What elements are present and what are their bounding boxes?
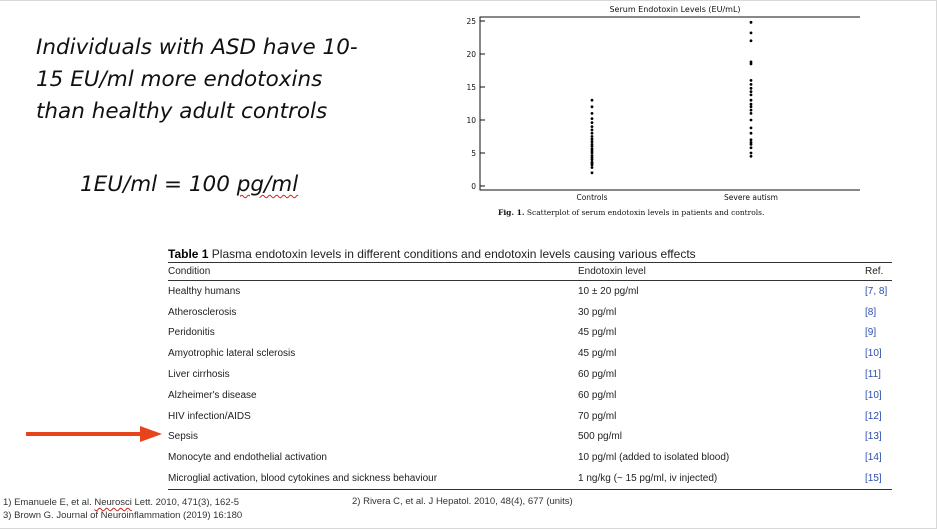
- cell-endotoxin-level: 10 ± 20 pg/ml: [578, 285, 639, 297]
- data-point: [750, 112, 753, 115]
- chart-title: Serum Endotoxin Levels (EU/mL): [609, 5, 741, 14]
- cell-condition: Microglial activation, blood cytokines and sickness behaviour: [168, 473, 438, 485]
- reference-3: 3) Brown G. Journal of Neuroinflammation (2019) 16:180: [3, 510, 243, 521]
- data-point: [750, 99, 753, 102]
- conversion-text: 1EU/ml = 100: [80, 172, 237, 197]
- table-body: [168, 281, 892, 490]
- data-point: [591, 166, 594, 169]
- cell-ref[interactable]: [8]: [865, 306, 877, 318]
- cell-condition: Sepsis: [168, 431, 199, 443]
- data-point: [591, 125, 594, 128]
- table-row: [168, 323, 892, 344]
- headline-line-1: Individuals with ASD have 10-: [36, 35, 358, 60]
- x-tick-label: Severe autism: [724, 193, 778, 202]
- data-point: [591, 140, 594, 143]
- figure-caption-text: Scatterplot of serum endotoxin levels in patients and controls.: [524, 208, 765, 217]
- cell-endotoxin-level: 60 pg/ml: [578, 369, 617, 381]
- cell-endotoxin-level: 30 pg/ml: [578, 306, 617, 318]
- headline-line-3: than healthy adult controls: [36, 99, 328, 124]
- table-label: Table 1: [168, 247, 209, 261]
- data-point: [750, 87, 753, 90]
- cell-condition: Atherosclerosis: [168, 306, 237, 318]
- cell-endotoxin-level: 1 ng/kg (~ 15 pg/ml, iv injected): [578, 473, 718, 485]
- table-row: [168, 427, 892, 448]
- scatter-chart-svg: [440, 0, 860, 222]
- data-point: [750, 39, 753, 42]
- y-tick-label: 10: [466, 116, 476, 125]
- data-point: [591, 105, 594, 108]
- scatter-chart: [440, 0, 860, 222]
- cell-ref[interactable]: [13]: [865, 431, 882, 443]
- data-point: [750, 83, 753, 86]
- y-tick-label: 15: [466, 83, 476, 92]
- figure-caption: [498, 208, 878, 217]
- y-tick-label: 5: [471, 149, 476, 158]
- data-point: [750, 127, 753, 130]
- data-point: [750, 119, 753, 122]
- data-point: [750, 105, 753, 108]
- data-point: [591, 138, 594, 141]
- reference-1-journal: Neurosci: [94, 497, 132, 508]
- endotoxin-table: [168, 246, 892, 490]
- cell-ref[interactable]: [10]: [865, 348, 882, 360]
- cell-ref[interactable]: [9]: [865, 327, 877, 339]
- reference-1: [3, 496, 242, 509]
- data-point: [750, 155, 753, 158]
- cell-endotoxin-level: 10 pg/ml (added to isolated blood): [578, 452, 730, 464]
- table-row: [168, 343, 892, 364]
- cell-condition: Alzheimer's disease: [168, 389, 257, 401]
- table-header-row: [168, 263, 892, 281]
- cell-ref[interactable]: [7, 8]: [865, 285, 888, 297]
- right-arrow-icon: [26, 426, 162, 442]
- data-point: [591, 161, 594, 164]
- header-endotoxin-level: Endotoxin level: [578, 266, 646, 277]
- data-point: [591, 121, 594, 124]
- cell-endotoxin-level: 45 pg/ml: [578, 348, 617, 360]
- cell-ref[interactable]: [12]: [865, 410, 882, 422]
- cell-condition: Peridonitis: [168, 327, 215, 339]
- data-table: [168, 262, 892, 490]
- headline: [36, 32, 396, 128]
- cell-condition: Amyotrophic lateral sclerosis: [168, 348, 296, 360]
- data-point: [750, 79, 753, 82]
- headline-line-2: 15 EU/ml more endotoxins: [36, 67, 323, 92]
- figure-label: Fig. 1.: [498, 208, 525, 217]
- data-point: [750, 61, 753, 64]
- conversion-unit: pg/ml: [236, 172, 299, 197]
- cell-condition: Monocyte and endothelial activation: [168, 452, 327, 464]
- table-row: [168, 302, 892, 323]
- cell-condition: Liver cirrhosis: [168, 369, 230, 381]
- table-row: [168, 447, 892, 468]
- data-point: [750, 146, 753, 149]
- data-point: [591, 117, 594, 120]
- cell-endotoxin-level: 60 pg/ml: [578, 389, 617, 401]
- data-point: [750, 141, 753, 144]
- unit-conversion: [80, 172, 298, 197]
- cell-endotoxin-level: 45 pg/ml: [578, 327, 617, 339]
- cell-ref[interactable]: [10]: [865, 389, 882, 401]
- reference-1-post: Lett. 2010, 471(3), 162-5: [131, 497, 240, 508]
- x-tick-label: Controls: [576, 193, 608, 202]
- y-axis: [466, 17, 485, 191]
- data-point: [750, 94, 753, 97]
- reference-1-pre: 1) Emanuele E, et al.: [3, 497, 95, 508]
- y-tick-label: 25: [466, 17, 476, 26]
- cell-condition: Healthy humans: [168, 285, 241, 297]
- y-tick-label: 0: [471, 182, 476, 191]
- cell-condition: HIV infection/AIDS: [168, 410, 251, 422]
- y-tick-label: 20: [466, 50, 476, 59]
- table-row: [168, 281, 892, 302]
- data-point: [750, 90, 753, 93]
- cell-ref[interactable]: [15]: [865, 473, 882, 485]
- data-point: [750, 21, 753, 24]
- table-row: [168, 364, 892, 385]
- data-point: [750, 103, 753, 106]
- header-ref: Ref.: [865, 266, 884, 277]
- data-point: [591, 112, 594, 115]
- data-point: [750, 132, 753, 135]
- cell-endotoxin-level: 500 pg/ml: [578, 431, 622, 443]
- data-point: [591, 99, 594, 102]
- header-condition: Condition: [168, 266, 211, 277]
- reference-2: 2) Rivera C, et al. J Hepatol. 2010, 48(4), 677 (units): [352, 496, 573, 507]
- table-title: [168, 246, 892, 262]
- table-row: [168, 406, 892, 427]
- table-row: [168, 468, 892, 489]
- data-point: [750, 152, 753, 155]
- data-points: [591, 21, 753, 174]
- data-point: [591, 143, 594, 146]
- data-point: [591, 154, 594, 157]
- data-point: [591, 171, 594, 174]
- cell-ref[interactable]: [11]: [865, 369, 881, 381]
- data-point: [591, 132, 594, 135]
- data-point: [750, 31, 753, 34]
- data-point: [591, 148, 594, 151]
- plot-frame: [480, 17, 860, 190]
- references: [3, 496, 242, 522]
- data-point: [591, 135, 594, 138]
- data-point: [591, 129, 594, 132]
- data-point: [750, 109, 753, 112]
- data-point: [750, 138, 753, 141]
- x-axis: [576, 193, 777, 202]
- cell-ref[interactable]: [14]: [865, 452, 882, 464]
- table-title-text: Plasma endotoxin levels in different conditions and endotoxin levels causing various effects: [208, 247, 696, 261]
- table-row: [168, 385, 892, 406]
- cell-endotoxin-level: 70 pg/ml: [578, 410, 617, 422]
